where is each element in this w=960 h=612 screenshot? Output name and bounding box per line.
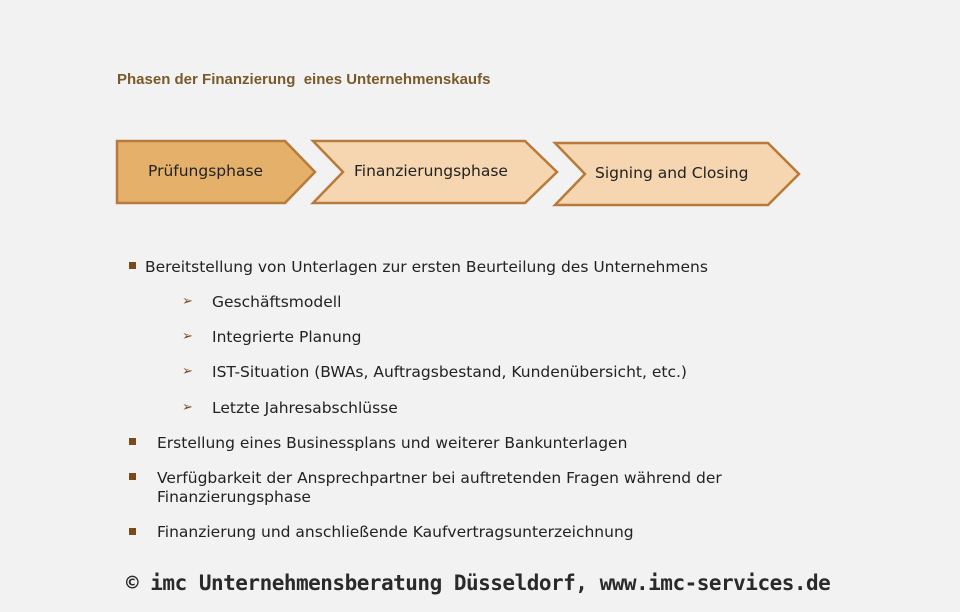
sub-item-jahresabschluesse: Letzte Jahresabschlüsse — [212, 399, 398, 417]
phase-label-finanzierung: Finanzierungsphase — [354, 162, 508, 180]
bullet-square — [129, 473, 136, 480]
arrow-bullet-icon: ➢ — [182, 400, 193, 415]
bullet-ansprechpartner-line2: Finanzierungsphase — [157, 488, 311, 506]
bullet-bereitstellung: Bereitstellung von Unterlagen zur ersten Beurteilung des Unternehmens — [145, 258, 708, 276]
phase-chevrons — [0, 0, 960, 230]
sub-item-ist-situation: IST-Situation (BWAs, Auftragsbestand, Kundenübersicht, etc.) — [212, 363, 687, 381]
bullet-ansprechpartner-line1: Verfügbarkeit der Ansprechpartner bei auftretenden Fragen während der — [157, 469, 722, 487]
footer-copyright: © imc Unternehmensberatung Düsseldorf, www.imc-services.de — [126, 571, 831, 595]
arrow-bullet-icon: ➢ — [182, 294, 193, 309]
bullet-businessplan: Erstellung eines Businessplans und weiterer Bankunterlagen — [157, 434, 628, 452]
page-title: Phasen der Finanzierung eines Unternehmenskaufs — [117, 71, 491, 88]
bullet-square — [129, 438, 136, 445]
sub-item-planung: Integrierte Planung — [212, 328, 362, 346]
sub-item-geschaeftsmodell: Geschäftsmodell — [212, 293, 342, 311]
bullet-square — [129, 528, 136, 535]
phase-label-signing: Signing and Closing — [595, 164, 749, 182]
arrow-bullet-icon: ➢ — [182, 329, 193, 344]
phase-label-pruefung: Prüfungsphase — [148, 162, 264, 180]
bullet-square — [129, 262, 136, 269]
arrow-bullet-icon: ➢ — [182, 364, 193, 379]
bullet-kaufvertrag: Finanzierung und anschließende Kaufvertragsunterzeichnung — [157, 523, 634, 541]
